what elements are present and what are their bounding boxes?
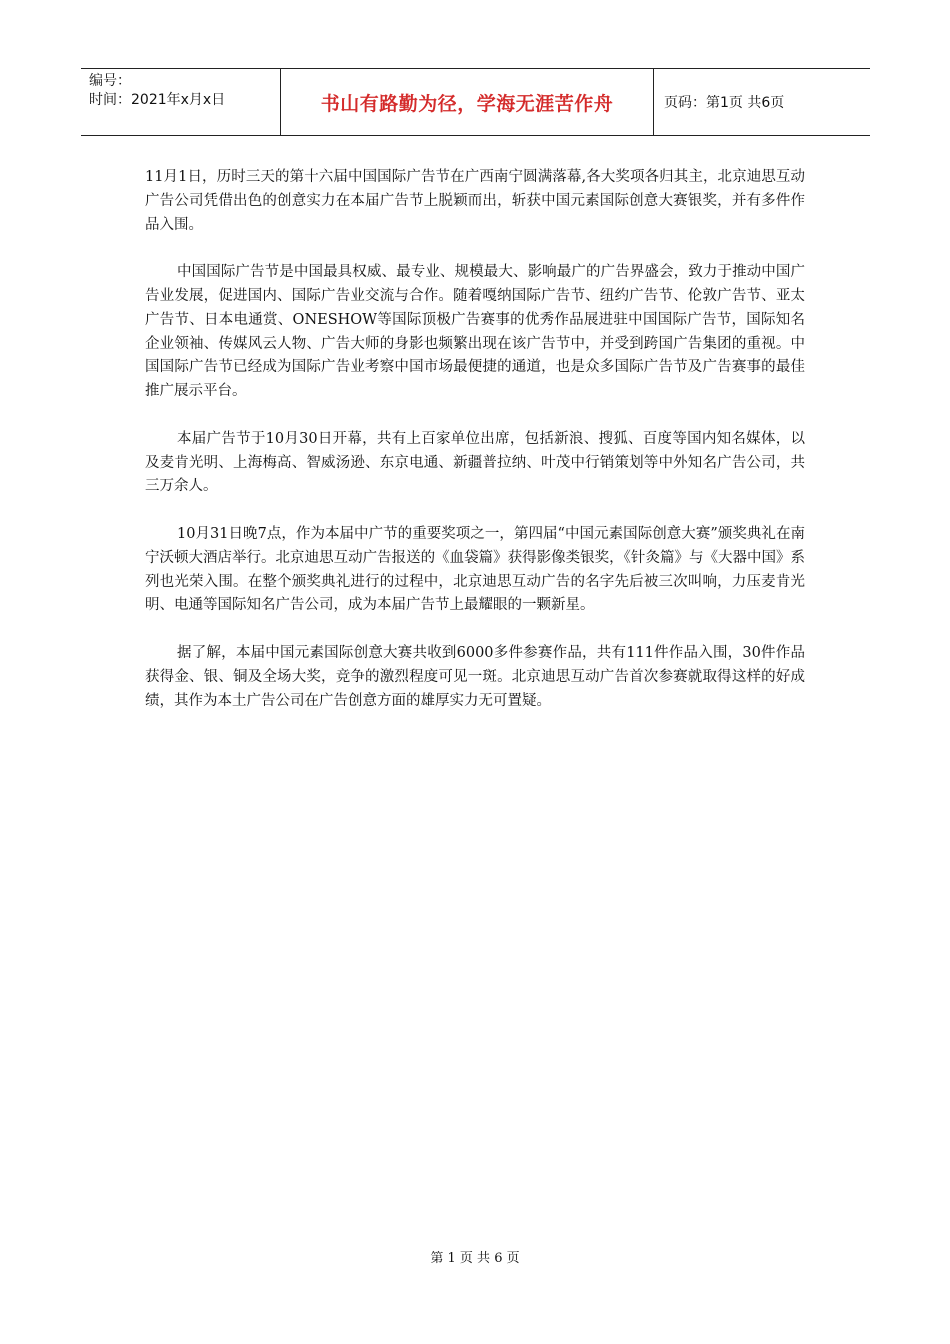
header-motto: 书山有路勤为径，学海无涯苦作舟 (281, 69, 654, 135)
paragraph: 11月1日，历时三天的第十六届中国国际广告节在广西南宁圆满落幕,各大奖项各归其主，北京迪思互动广告公司凭借出色的创意实力在本届广告节上脱颖而出，斩获中国元素国际创意大赛银奖，并有多件作品入围。 (145, 169, 805, 233)
time-label: 时间：2021年x月x日 (89, 92, 226, 108)
document-body (145, 166, 805, 737)
paragraph: 中国国际广告节是中国最具权威、最专业、规模最大、影响最广的广告界盛会，致力于推动中国广告业发展，促进国内、国际广告业交流与合作。随着嘎纳国际广告节、纽约广告节、伦敦广告节、亚太广告节、日本电通赏、ONESHOW等国际顶极广告赛事的优秀作品展进驻中国国际广告节，国际知名企业领袖、传媒风云人物、广告大师的身影也频繁出现在该广告节中，并受到跨国广告集团的重视。中国国际广告节已经成为国际广告业考察中国市场最便捷的通道，也是众多国际广告节及广告赛事的最佳推广展示平台。 (145, 264, 805, 400)
document-header (81, 68, 870, 136)
paragraph: 本届广告节于10月30日开幕，共有上百家单位出席，包括新浪、搜狐、百度等国内知名媒体，以及麦肯光明、上海梅高、智威汤逊、东京电通、新疆普拉纳、叶茂中行销策划等中外知名广告公司，共三万余人。 (145, 430, 805, 495)
header-meta-cell (81, 69, 281, 135)
number-label: 编号： (89, 73, 131, 89)
header-page-info: 页码：第1页 共6页 (664, 95, 785, 111)
paragraph: 10月31日晚7点，作为本届中广节的重要奖项之一，第四届“中国元素国际创意大赛”颁奖典礼在南宁沃顿大酒店举行。北京迪思互动广告报送的《血袋篇》获得影像类银奖，《针灸篇》与《大器中国》系列也光荣入围。在整个颁奖典礼进行的过程中，北京迪思互动广告的名字先后被三次叫响，力压麦肯光明、电通等国际知名广告公司，成为本届广告节上最耀眼的一颗新星。 (145, 525, 805, 614)
paragraph: 据了解，本届中国元素国际创意大赛共收到6000多件参赛作品，共有111件作品入围，30件作品获得金、银、铜及全场大奖，竞争的激烈程度可见一斑。北京迪思互动广告首次参赛就取得这样的好成绩，其作为本土广告公司在广告创意方面的雄厚实力无可置疑。 (145, 644, 805, 709)
page-footer: 第 1 页 共 6 页 (430, 1251, 520, 1266)
